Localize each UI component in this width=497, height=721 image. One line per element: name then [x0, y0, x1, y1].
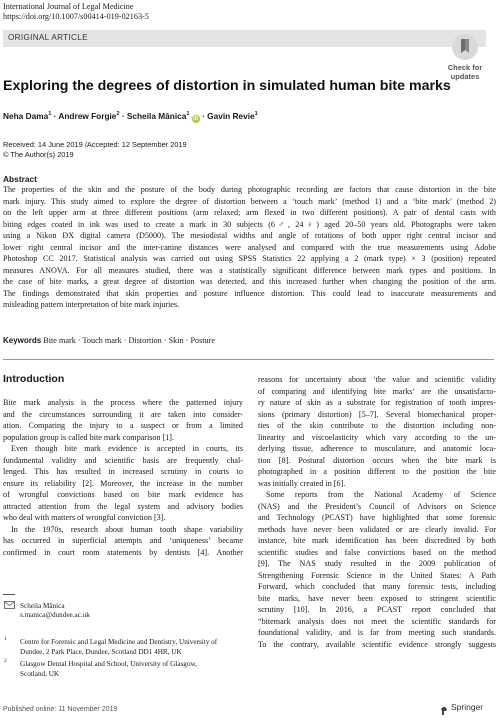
- badge-line-2: updates: [450, 72, 480, 81]
- badge-line-1: Check for: [447, 63, 483, 72]
- author-affiliation-ref: 2: [116, 111, 120, 118]
- intro-left-column: [3, 397, 243, 558]
- abstract-line: Photoshop CC 2017. Statistical analysis was carried out using SPSS Statistics 22 applying a 2 (mark type) × 3 (position) repeated: [3, 254, 496, 263]
- abstract-line: biting edges coated in ink was used to create a mark in 30 subjects (6♂, 24♀) aged 20–50 years old. Photographs were taken: [3, 219, 496, 229]
- author-separator: ·: [53, 111, 57, 121]
- journal-name: International Journal of Legal Medicine: [3, 2, 134, 11]
- section-divider: [3, 359, 494, 360]
- abstract-line: the case of bite marks, a great degree of distortion was detected, and this increased further when changing the position of the arm.: [3, 277, 496, 286]
- keywords-label: Keywords: [3, 336, 42, 345]
- springer-horse-icon: [440, 703, 448, 713]
- keyword: Bite mark: [43, 336, 76, 345]
- abstract-heading: Abstract: [3, 174, 37, 184]
- body-line: and the circumstances surrounding it are taken into consider-: [3, 409, 243, 419]
- body-line: ation. Comparing the injury to a suspect or from a limited: [3, 421, 243, 430]
- keyword-separator: ·: [121, 336, 129, 345]
- author-name[interactable]: Andrew Forgie: [58, 111, 117, 121]
- keyword-separator: ·: [75, 336, 83, 345]
- affiliation-line: Scotland, UK: [20, 669, 60, 678]
- author-affiliation-ref: 1: [186, 111, 190, 118]
- body-line: photographed in a position different to the position the bite: [258, 467, 496, 476]
- body-line: Forward, which concluded that many forensic tests, including: [258, 582, 496, 591]
- author-name[interactable]: Scheila Mânica: [126, 111, 187, 121]
- correspondence-name: Scheila Mânica: [20, 602, 65, 610]
- publisher-name: Springer: [451, 702, 484, 712]
- published-online-date: Published online: 11 November 2019: [3, 706, 118, 713]
- body-line: tion [8]. Postural distortion occurs when the bite mark is: [258, 455, 496, 465]
- body-line: Even though bite mark evidence is accepted in courts, its: [11, 444, 243, 453]
- keyword-separator: ·: [161, 336, 169, 345]
- abstract-body: [3, 184, 496, 311]
- body-line: To the contrary, available scientific evidence strongly suggests: [258, 639, 496, 649]
- abstract-line: using a Nikon DX digital camera (D5000). The mesiodistal widths and angle of rotations of both upper right central incisor and: [3, 231, 496, 240]
- body-line: “bitemark analysis does not meet the scientific standards for: [258, 616, 496, 626]
- publisher-logo: [440, 702, 490, 714]
- body-line: sions (primary distortion) [5–7]. Several biomechanical proper-: [258, 409, 496, 419]
- body-line: fundamental validity and scientific basis are frequently chal-: [3, 455, 243, 465]
- keyword: Touch mark: [82, 336, 122, 345]
- body-line: scientific studies and false convictions based on the method: [258, 547, 496, 557]
- body-line: has occurred in superficial attempts and ‘uniqueness’ became: [3, 536, 243, 545]
- article-type-label: ORIGINAL ARTICLE: [8, 33, 88, 42]
- body-line: In the 1970s, research about human tooth shape variability: [11, 524, 243, 534]
- abstract-line: The findings demonstrated that skin properties and posture influence distortion. This could lead to inaccurate measurements and: [3, 288, 496, 298]
- abstract-line: misleading pattern interpretation of bite mark injuries.: [3, 300, 180, 309]
- body-line: derlying tissue, adherence to musculature, and anatomic loca-: [258, 444, 496, 453]
- body-line: Some reports from the National Academy of Science: [266, 490, 496, 499]
- article-title: Exploring the degrees of distortion in simulated human bite marks: [3, 78, 451, 94]
- abstract-line: mark injury. This study aimed to explore the degree of distortion between a ‘touch mark’ (method 1) and a ‘bite mark’ (method 2): [3, 196, 496, 206]
- affiliation-number: 2: [4, 658, 7, 664]
- affiliation-number: 1: [4, 636, 7, 642]
- body-line: ties of the skin contribute to the distortion including non-: [258, 421, 496, 430]
- introduction-heading: Introduction: [3, 373, 65, 385]
- body-line: who deal with matters of wrongful conviction [3].: [3, 513, 166, 522]
- received-accepted-dates: Received: 14 June 2019 /Accepted: 12 September 2019: [3, 140, 187, 149]
- doi-link[interactable]: https://doi.org/10.1007/s00414-019-02163-5: [3, 12, 149, 21]
- body-line: instance, bite mark identification has been discredited by both: [258, 536, 496, 545]
- body-line: was initially created in [6].: [258, 478, 346, 488]
- body-line: attracted attention from the legal system and advisory bodies: [3, 501, 243, 511]
- author-name[interactable]: Neha Dama: [3, 111, 49, 121]
- body-line: confirmed in court room statements by dentists [4]. Another: [3, 547, 243, 557]
- orcid-icon[interactable]: iD: [193, 116, 199, 122]
- body-line: ry nature of skin as a substrate for registration of tooth impres-: [258, 398, 496, 407]
- body-line: foundational validity, and is far from meeting such standards.: [258, 628, 496, 637]
- keyword: Distortion: [128, 336, 162, 345]
- footnote-rule: [3, 594, 15, 595]
- body-line: reasons for uncertainty about ‘the value and scientific validity: [258, 375, 496, 384]
- keywords-row: [3, 336, 215, 345]
- body-line: [9]. The NAS study resulted in the 2009 publication of: [258, 559, 496, 568]
- affiliation-line: Glasgow Dental Hospital and School, University of Glasgow,: [20, 660, 197, 668]
- keyword: Posture: [190, 336, 215, 345]
- body-line: of comparing and identifying bite marks’ are the unsatisfacto-: [258, 386, 496, 396]
- update-bookmark-icon: [452, 34, 478, 60]
- author-separator: ·: [202, 111, 205, 121]
- abstract-line: measures ANOVA. For all measures studied, there was a statistically significant difference between mark types and positions. In: [3, 265, 496, 275]
- abstract-line: The properties of the skin and the posture of the body during photographic recording are factors that cause distortion in the bite: [3, 185, 496, 194]
- body-line: scrutiny [10]. In 2016, a PCAST report concluded that: [258, 605, 496, 614]
- body-line: bite marks, have never been exposed to stringent scientific: [258, 593, 496, 603]
- body-line: (NAS) and the President’s Council of Advisors on Science: [258, 501, 496, 511]
- body-line: and Technology (PCAST) have highlighted that some forensic: [258, 513, 496, 522]
- envelope-icon: [4, 601, 15, 611]
- author-affiliation-ref: 1: [254, 111, 258, 118]
- abstract-line: lower right central incisor and the inter-canine distances were analysed and compared with the true measurements using Adobe: [3, 242, 496, 252]
- body-line: Strengthening Forensic Science in the United States: A Path: [258, 570, 496, 580]
- affiliation-2: [20, 660, 235, 679]
- keyword: Skin: [168, 336, 184, 345]
- author-name[interactable]: Gavin Revie: [207, 111, 255, 121]
- author-separator: ·: [121, 111, 125, 121]
- body-line: linearity and viscoelasticity which vary according to the un-: [258, 432, 496, 442]
- body-line: Bite mark analysis is the process where the patterned injury: [3, 398, 243, 407]
- body-line: lenged. This has resulted in increased scrutiny in courts to: [3, 467, 243, 476]
- body-line: ensure its reliability [2]. Moreover, the increase in the number: [3, 478, 243, 488]
- correspondence-email[interactable]: s.manica@dundee.ac.uk: [20, 611, 90, 619]
- keyword-separator: ·: [183, 336, 191, 345]
- intro-right-column: [258, 374, 496, 650]
- copyright-line: © The Author(s) 2019: [3, 150, 74, 159]
- abstract-line: on the left upper arm at three different positions (arm relaxed; arm flexed in two different positions). A pair of dental casts with: [3, 208, 496, 217]
- author-affiliation-ref: 1: [48, 111, 52, 118]
- body-line: methods have never been validated or are clearly invalid. For: [258, 524, 496, 534]
- author-list: [3, 111, 258, 123]
- affiliation-line: Dundee, 2 Park Place, Dundee, Scotland DD1 4HR, UK: [20, 647, 182, 656]
- body-line: population group is called bite mark comparison [1].: [3, 432, 175, 442]
- affiliation-line: Centre for Forensic and Legal Medicine and Dentistry, University of: [20, 638, 218, 646]
- body-line: of wrongful convictions based on bite mark evidence has: [3, 490, 243, 499]
- affiliation-1: [20, 638, 235, 657]
